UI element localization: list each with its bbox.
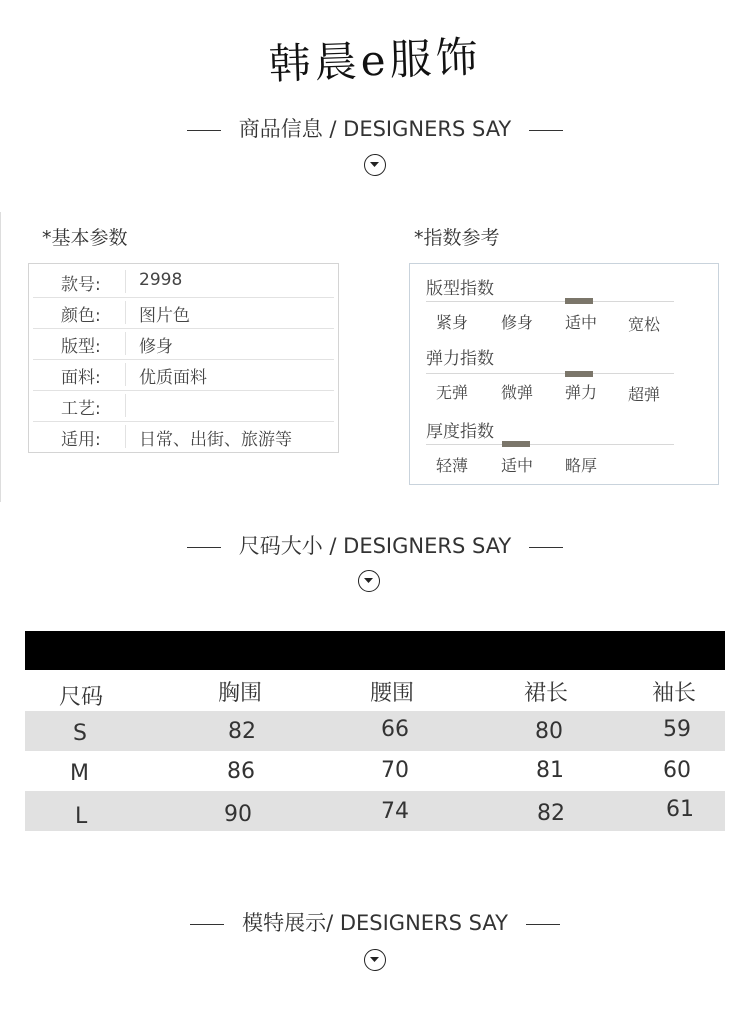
brand-logo: 韩晨e服饰 [267,32,483,89]
size-cell: 82 [228,719,256,744]
size-cell: L [75,804,88,829]
param-value: 修身 [139,337,173,357]
index-option: 微弹 [501,383,534,402]
size-cell: S [73,721,87,746]
index-group-title: 版型指数 [426,279,494,299]
table-row [25,711,725,751]
title-rule-right [529,130,563,131]
param-separator [125,425,126,448]
size-cell: 59 [663,717,691,742]
param-separator [125,363,126,386]
size-table-header-row [25,674,725,712]
index-selected-marker [565,298,593,304]
index-option: 修身 [501,313,534,332]
basic-params-table [28,263,339,453]
index-track [426,444,674,445]
param-row [33,421,334,452]
index-track [426,373,674,374]
size-cell: 60 [663,758,691,783]
index-group-title: 弹力指数 [426,349,494,369]
param-value: 日常、出街、旅游等 [139,430,292,450]
index-track [426,301,674,302]
size-cell: 61 [666,797,694,822]
section-title-size [0,530,750,560]
param-value: 优质面料 [139,368,207,388]
param-key: 款号: [61,275,101,295]
section-title-label: 尺码大小 / DESIGNERS SAY [238,534,512,558]
index-selected-marker [565,371,593,377]
param-row [33,297,334,329]
index-option: 适中 [501,456,534,475]
index-option: 适中 [565,313,598,332]
index-reference-title: *指数参考 [414,227,500,249]
size-cell: M [70,761,89,786]
param-row [33,359,334,391]
param-row [33,266,334,298]
index-option: 弹力 [565,383,598,402]
side-divider [0,212,1,502]
param-key: 适用: [61,430,101,450]
index-option: 紧身 [436,313,469,332]
section-title-product-info [0,113,750,143]
param-key: 版型: [61,337,101,357]
index-selected-marker [502,441,530,447]
param-key: 工艺: [61,399,101,419]
param-separator [125,332,126,355]
size-cell: 66 [381,717,409,742]
param-key: 面料: [61,368,101,388]
size-table-header-bar [25,631,725,670]
index-reference-panel [409,263,719,485]
chevron-down-circle-icon[interactable] [364,949,386,971]
table-row [25,791,725,831]
param-value: 图片色 [139,306,190,326]
index-group-title: 厚度指数 [426,422,494,442]
table-row [25,751,725,791]
section-title-model-show [0,907,750,937]
index-option: 宽松 [628,315,661,334]
size-cell: 81 [536,758,564,783]
param-row [33,328,334,360]
basic-params-title: *基本参数 [42,227,128,249]
size-header-cell: 腰围 [370,681,415,706]
size-cell: 80 [535,719,563,744]
size-cell: 74 [381,799,409,824]
chevron-down-circle-icon[interactable] [358,570,380,592]
section-title-label: 商品信息 / DESIGNERS SAY [238,117,512,141]
index-option: 无弹 [436,383,469,402]
param-value: 2998 [139,270,183,290]
param-row [33,390,334,422]
title-rule-right [529,547,563,548]
title-rule-left [187,547,221,548]
size-cell: 82 [537,801,565,826]
size-header-cell: 尺码 [59,685,104,710]
title-rule-right [526,924,560,925]
param-separator [125,270,126,293]
chevron-down-circle-icon[interactable] [364,154,386,176]
size-cell: 70 [381,758,409,783]
size-header-cell: 裙长 [524,681,569,706]
index-option: 轻薄 [436,456,469,475]
size-cell: 90 [224,802,252,827]
param-separator [125,301,126,324]
index-option: 略厚 [565,456,598,475]
param-key: 颜色: [61,306,101,326]
param-separator [125,394,126,417]
index-option: 超弹 [628,385,661,404]
title-rule-left [187,130,221,131]
section-title-label: 模特展示/ DESIGNERS SAY [242,911,508,935]
title-rule-left [190,924,224,925]
size-cell: 86 [227,759,255,784]
size-header-cell: 胸围 [218,681,263,706]
size-header-cell: 袖长 [652,681,697,706]
